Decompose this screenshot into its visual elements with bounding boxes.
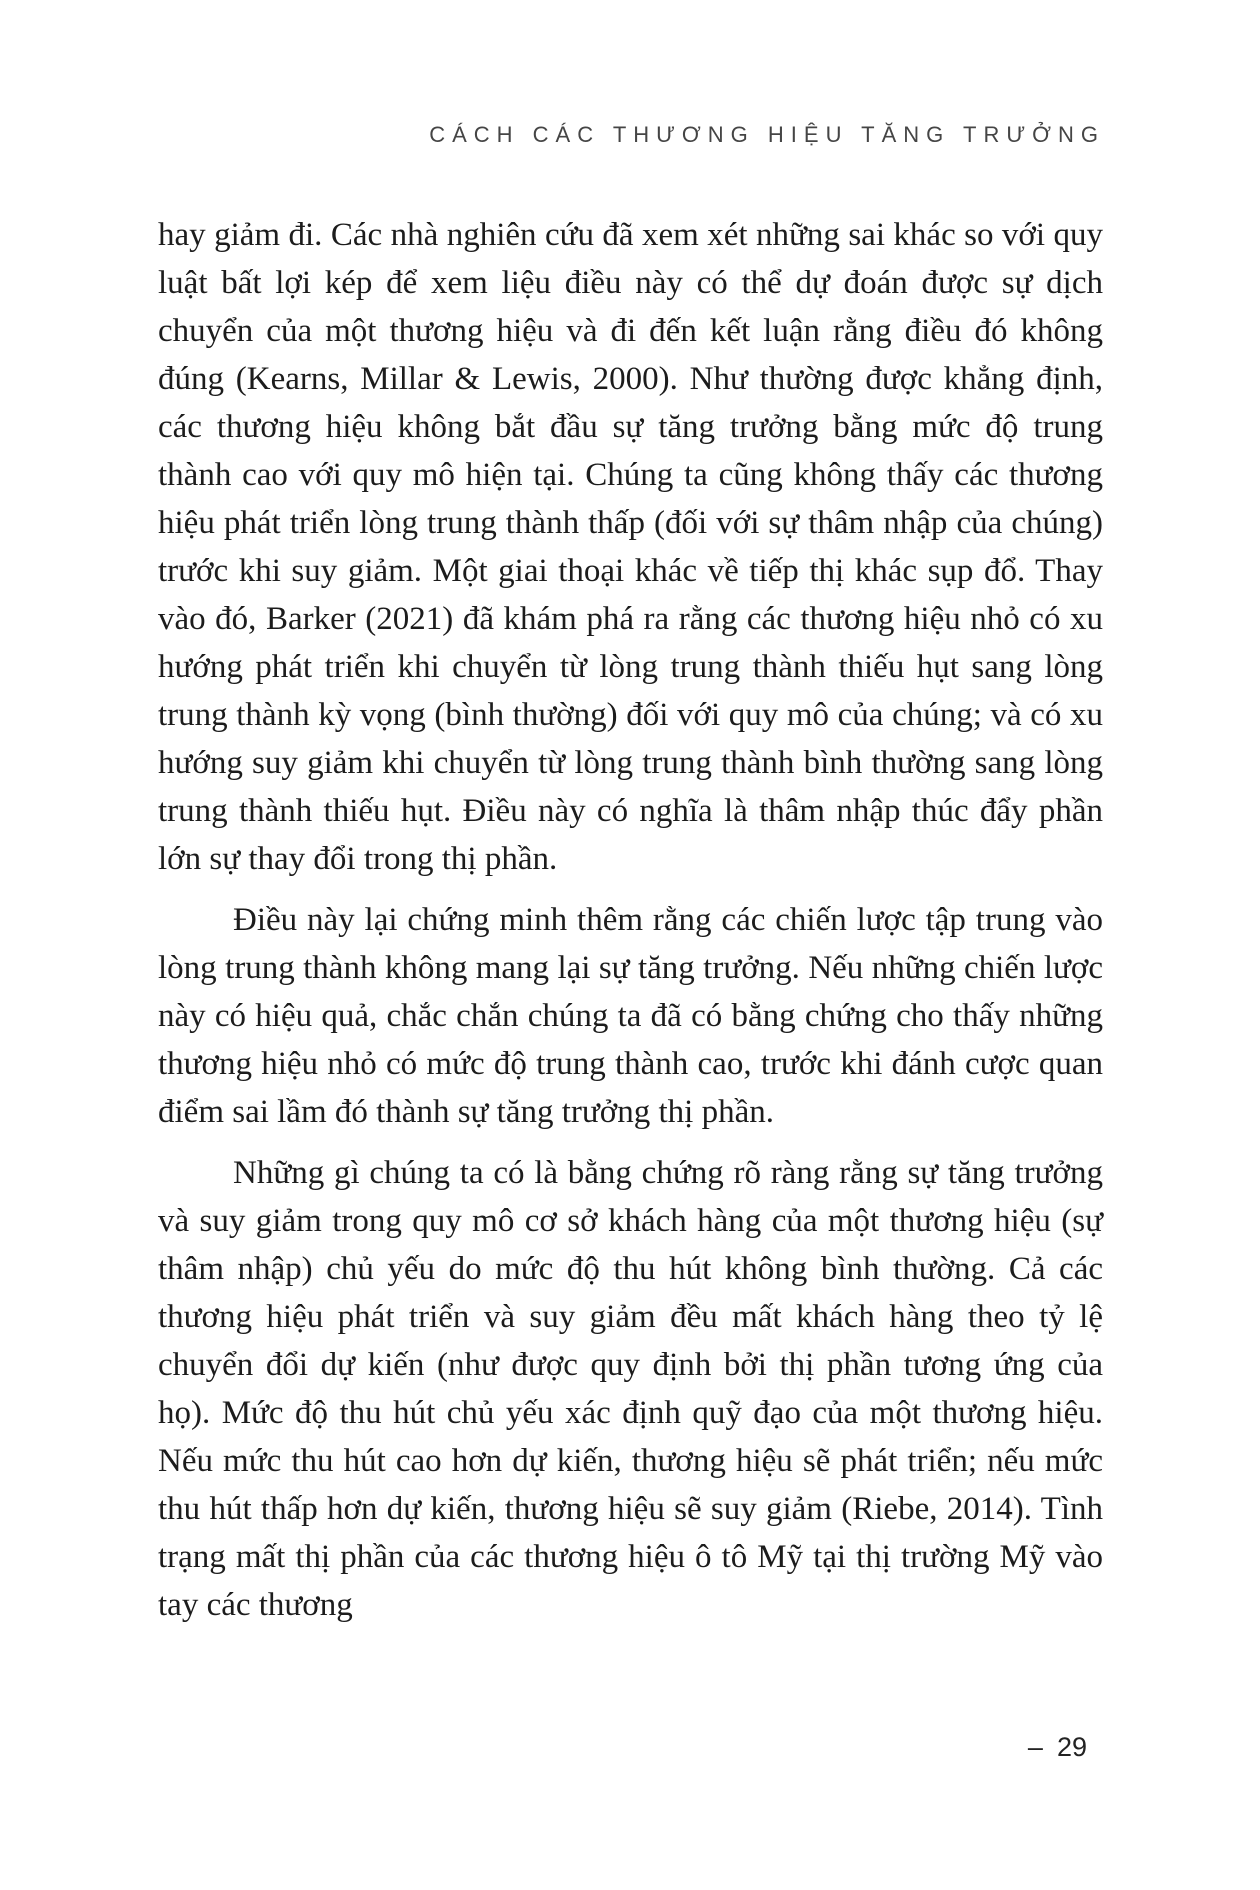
page-number: 29 <box>1056 1732 1087 1762</box>
page-footer <box>1028 1732 1087 1763</box>
paragraph-3: Những gì chúng ta có là bằng chứng rõ ràng rằng sự tăng trưởng và suy giảm trong quy mô cơ sở khách hàng của một thương hiệu (sự thâm nhập) chủ yếu do mức độ thu hút không bình thường. Cả các thương hiệu phát triển và suy giảm đều mất khách hàng theo tỷ lệ chuyển đổi dự kiến (như được quy định bởi thị phần tương ứng của họ). Mức độ thu hút chủ yếu xác định quỹ đạo của một thương hiệu. Nếu mức thu hút cao hơn dự kiến, thương hiệu sẽ phát triển; nếu mức thu hút thấp hơn dự kiến, thương hiệu sẽ suy giảm (Riebe, 2014). Tình trạng mất thị phần của các thương hiệu ô tô Mỹ tại thị trường Mỹ vào tay các thương <box>158 1155 1103 1623</box>
page-number-dash: – <box>1027 1732 1043 1762</box>
running-header <box>429 122 1105 148</box>
paragraph-2: Điều này lại chứng minh thêm rằng các chiến lược tập trung vào lòng trung thành không mang lại sự tăng trưởng. Nếu những chiến lược này có hiệu quả, chắc chắn chúng ta đã có bằng chứng cho thấy những thương hiệu nhỏ có mức độ trung thành cao, trước khi đánh cược quan điểm sai lầm đó thành sự tăng trưởng thị phần. <box>158 902 1103 1130</box>
paragraph-1: hay giảm đi. Các nhà nghiên cứu đã xem xét những sai khác so với quy luật bất lợi kép để xem liệu điều này có thể dự đoán được sự dịch chuyển của một thương hiệu và đi đến kết luận rằng điều đó không đúng (Kearns, Millar & Lewis, 2000). Như thường được khẳng định, các thương hiệu không bắt đầu sự tăng trưởng bằng mức độ trung thành cao với quy mô hiện tại. Chúng ta cũng không thấy các thương hiệu phát triển lòng trung thành thấp (đối với sự thâm nhập của chúng) trước khi suy giảm. Một giai thoại khác về tiếp thị khác sụp đổ. Thay vào đó, Barker (2021) đã khám phá ra rằng các thương hiệu nhỏ có xu hướng phát triển khi chuyển từ lòng trung thành thiếu hụt sang lòng trung thành kỳ vọng (bình thường) đối với quy mô của chúng; và có xu hướng suy giảm khi chuyển từ lòng trung thành bình thường sang lòng trung thành thiếu hụt. Điều này có nghĩa là thâm nhập thúc đẩy phần lớn sự thay đổi trong thị phần. <box>158 217 1103 877</box>
page-body <box>158 211 1103 1629</box>
running-title: CÁCH CÁC THƯƠNG HIỆU TĂNG TRƯỞNG <box>429 122 1105 147</box>
